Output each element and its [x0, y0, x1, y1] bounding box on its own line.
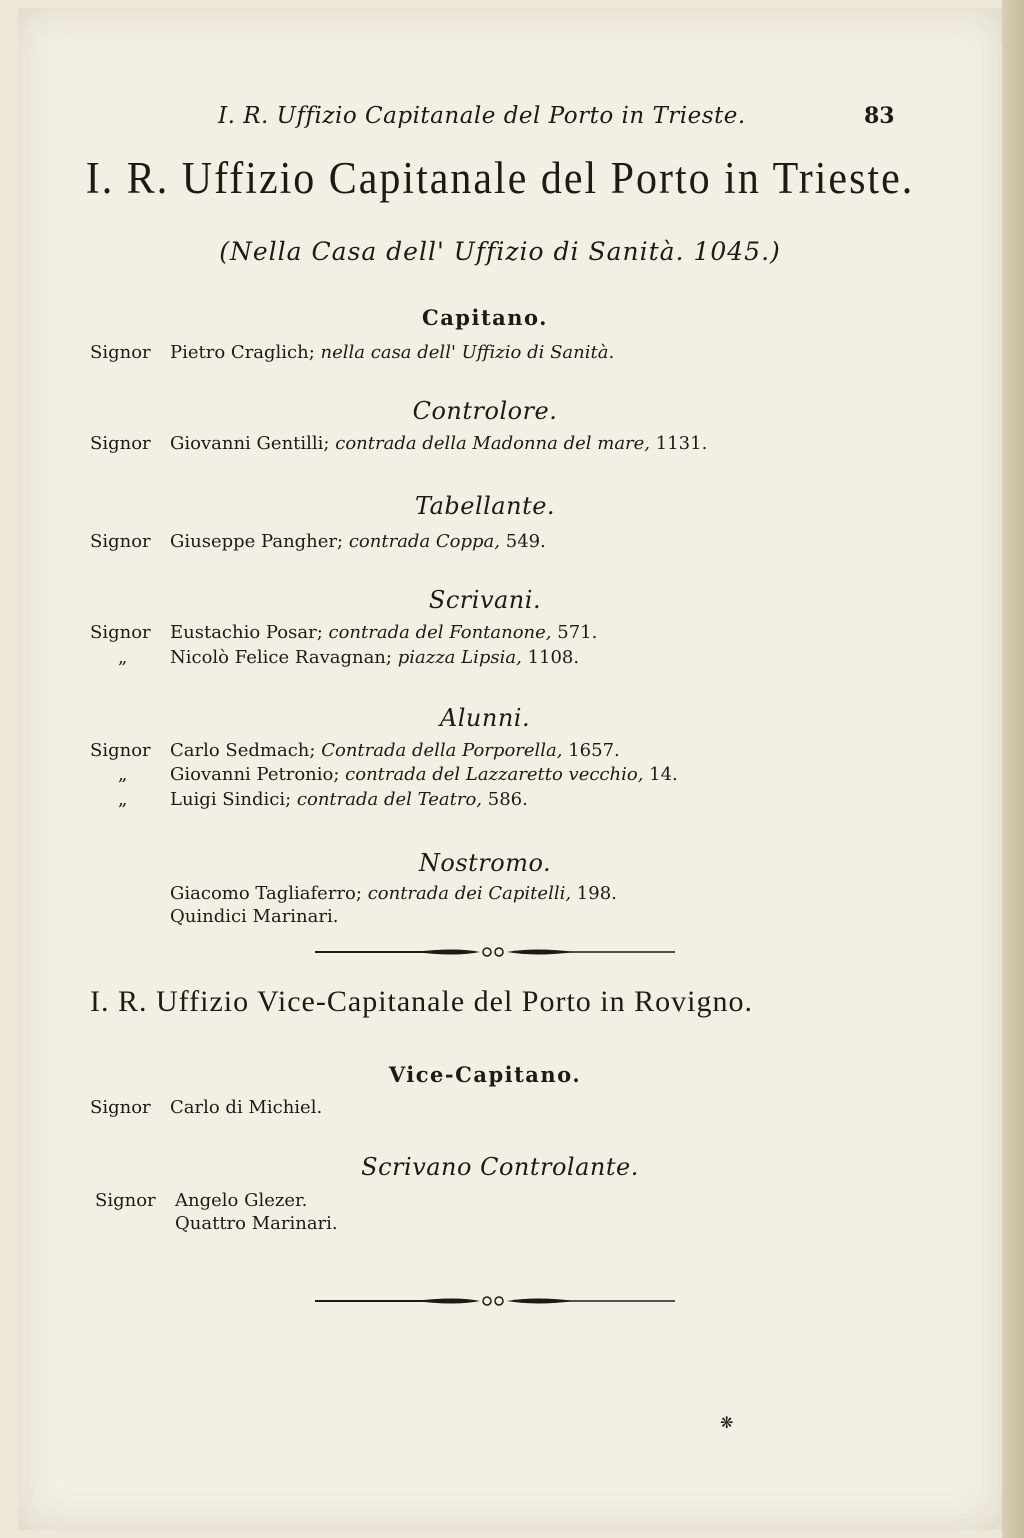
entry-line [170, 883, 617, 904]
entry-number: 198. [576, 883, 617, 904]
entry-address: contrada del Lazzaretto vecchio, [345, 764, 644, 785]
entry-line [170, 433, 707, 454]
entry-number: 1131. [655, 433, 708, 454]
page-number: 83 [864, 103, 895, 129]
entry-lead: Signor [90, 1097, 151, 1118]
entry-address: contrada Coppa, [348, 531, 501, 552]
entry-name: Carlo di Michiel. [170, 1097, 323, 1118]
section-title-trieste: I. R. Uffizio Capitanale del Porto in Trieste. [85, 154, 915, 204]
entry-line [170, 531, 546, 552]
entry-lead: „ [118, 764, 128, 785]
entry-number: 14. [649, 764, 678, 785]
entry-address: nella casa dell' Uffizio di Sanità. [320, 342, 615, 363]
entry-name: Giacomo Tagliaferro; [170, 883, 362, 904]
entry-lead: Signor [90, 433, 151, 454]
entry-name: Angelo Glezer. [175, 1190, 308, 1211]
entry-address: contrada della Madonna del mare, [335, 433, 651, 454]
entry-lead: „ [118, 789, 128, 810]
entry-name: Carlo Sedmach; [170, 740, 316, 761]
entry-number: 1108. [527, 647, 580, 668]
entry-lead: „ [118, 647, 128, 668]
heading-scrivano-controlante: Scrivano Controlante. [361, 1153, 639, 1181]
running-head [0, 103, 1024, 133]
entry-name: Giuseppe Pangher; [170, 531, 344, 552]
entry-address: piazza Lipsia, [397, 647, 522, 668]
entry-name: Eustachio Posar; [170, 622, 323, 643]
entry-name: Giovanni Petronio; [170, 764, 340, 785]
entry-lead: Signor [90, 622, 151, 643]
entry-name: Quattro Marinari. [175, 1213, 338, 1234]
entry-name: Pietro Craglich; [170, 342, 315, 363]
heading-vice-capitano: Vice-Capitano. [388, 1062, 582, 1087]
heading-capitano: Capitano. [421, 305, 548, 330]
entry-address: contrada del Teatro, [296, 789, 483, 810]
section-title-rovigno: I. R. Uffizio Vice-Capitanale del Porto in Rovigno. [90, 985, 753, 1018]
ornamental-divider [315, 945, 675, 959]
entry-name: Luigi Sindici; [170, 789, 292, 810]
entry-lead: Signor [90, 342, 151, 363]
entry-line [170, 342, 614, 363]
entry-line [170, 647, 579, 668]
section-subtitle-address: (Nella Casa dell' Uffizio di Sanità. 1045.) [219, 237, 781, 266]
heading-tabellante: Tabellante. [414, 492, 556, 520]
heading-scrivani: Scrivani. [428, 586, 542, 614]
ornamental-divider-end [315, 1294, 675, 1308]
entry-number: 1657. [568, 740, 620, 761]
page-edge [1002, 0, 1024, 1538]
heading-alunni: Alunni. [439, 704, 531, 732]
heading-controlore: Controlore. [412, 397, 558, 425]
entry-line [170, 622, 597, 643]
entry-address: contrada del Fontanone, [328, 622, 552, 643]
entry-name: Quindici Marinari. [170, 906, 339, 927]
entry-line [170, 740, 620, 761]
entry-lead: Signor [90, 740, 151, 761]
entry-lead: Signor [95, 1190, 156, 1211]
heading-nostromo: Nostromo. [418, 849, 552, 877]
entry-number: 586. [487, 789, 528, 810]
entry-address: contrada dei Capitelli, [367, 883, 572, 904]
entry-name: Nicolò Felice Ravagnan; [170, 647, 392, 668]
entry-line [170, 789, 528, 810]
entry-address: Contrada della Porporella, [321, 740, 563, 761]
entry-number: 549. [505, 531, 546, 552]
entry-name: Giovanni Gentilli; [170, 433, 330, 454]
running-title: I. R. Uffizio Capitanale del Porto in Trieste. [218, 103, 746, 129]
entry-line [170, 764, 678, 785]
printer-ornament: ❋ [720, 1413, 734, 1432]
entry-lead: Signor [90, 531, 151, 552]
entry-number: 571. [557, 622, 598, 643]
